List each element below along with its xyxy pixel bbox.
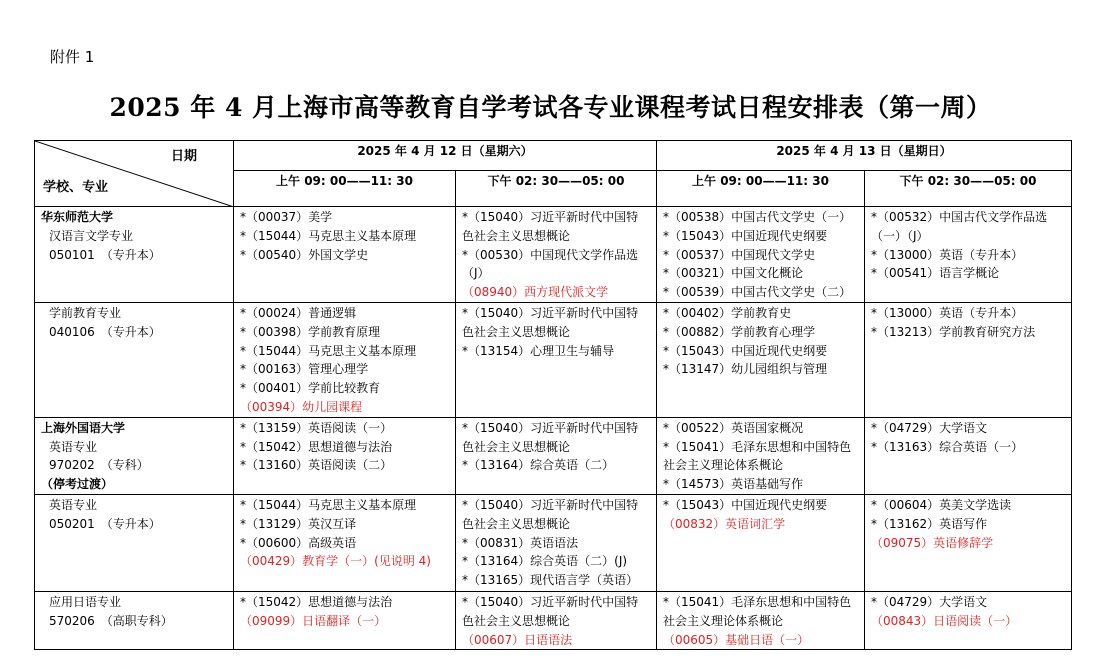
school-major-cell (35, 591, 234, 649)
day1-afternoon-header: 下午 02: 30——05: 00 (456, 171, 657, 207)
major-name: 英语专业 (49, 497, 98, 512)
schedule-row (35, 302, 1072, 417)
course-item: *（15040）习近平新时代中国特色社会主义思想概论 (462, 497, 639, 531)
course-item: *（15042）思想道德与法治 (240, 594, 393, 609)
course-item: *（00037）美学 (240, 210, 333, 224)
schedule-body (35, 207, 1072, 650)
corner-date-label: 日期 (170, 149, 197, 164)
corner-header-cell (35, 141, 234, 207)
exam-slot-cell (657, 417, 865, 494)
course-item: *（00540）外国文学史 (240, 247, 369, 262)
exam-slot-cell (865, 417, 1072, 494)
school-major-cell (35, 494, 234, 591)
course-item: *（00402）学前教育史 (663, 305, 792, 320)
exam-slot-cell (456, 207, 657, 303)
major-name: 应用日语专业 (49, 594, 122, 609)
exam-slot-cell (456, 302, 657, 417)
course-item: *（13213）学前教育研究方法 (871, 324, 1036, 339)
major-code: 050101 （专升本） (49, 247, 161, 262)
exam-slot-cell (234, 207, 456, 303)
course-item: *（00398）学前教育原理 (240, 324, 381, 339)
course-item: *（15040）习近平新时代中国特色社会主义思想概论 (462, 305, 639, 339)
course-item: *（15041）毛泽东思想和中国特色社会主义理论体系概论 (663, 594, 852, 628)
exam-slot-cell (657, 494, 865, 591)
course-item: *（00321）中国文化概论 (663, 266, 804, 281)
course-item: *（00538）中国古代文学史（一） (663, 210, 852, 224)
exam-slot-cell (657, 207, 865, 303)
exam-slot-cell (456, 494, 657, 591)
course-item: *（15044）马克思主义基本原理 (240, 228, 417, 243)
major-name: 英语专业 (49, 439, 98, 454)
exam-slot-cell (456, 417, 657, 494)
course-item: *（14573）英语基础写作 (663, 477, 804, 492)
exam-slot-cell (657, 591, 865, 649)
major-name: 学前教育专业 (49, 305, 122, 320)
course-item: *（00024）普通逻辑 (240, 305, 357, 320)
attachment-label: 附件 1 (50, 48, 95, 66)
course-item: *（00600）高级英语 (240, 535, 357, 550)
course-item: *（00401）学前比较教育 (240, 381, 381, 396)
major-code: 970202 （专科） (49, 458, 149, 473)
school-name: 华东师范大学 (41, 210, 114, 224)
course-item: *（13165）现代语言学（英语） (462, 573, 639, 588)
day1-header: 2025 年 4 月 12 日（星期六） (234, 141, 657, 171)
course-item: *（00539）中国古代文学史（二） (663, 285, 852, 300)
exam-slot-cell (234, 302, 456, 417)
course-item: *（13159）英语阅读（一） (240, 420, 393, 435)
corner-school-label: 学校、专业 (43, 180, 109, 195)
course-item: （00607）日语语法 (462, 632, 573, 647)
course-item: （00605）基础日语（一） (663, 632, 810, 647)
school-major-cell (35, 207, 234, 303)
course-item: （09099）日语翻译（一） (240, 613, 387, 628)
course-item: *（15040）习近平新时代中国特色社会主义思想概论 (462, 420, 639, 454)
major-name: 汉语言文学专业 (49, 228, 134, 243)
major-code: 570206 （高职专科） (49, 613, 173, 628)
course-item: *（00530）中国现代文学作品选（J） (462, 247, 639, 281)
page-title: 2025 年 4 月上海市高等教育自学考试各专业课程考试日程安排表（第一周） (109, 93, 992, 122)
day1-morning-header: 上午 09: 00——11: 30 (234, 171, 456, 207)
course-item: *（15044）马克思主义基本原理 (240, 343, 417, 358)
schedule-row (35, 494, 1072, 591)
course-item: *（15043）中国近现代史纲要 (663, 228, 828, 243)
day2-header: 2025 年 4 月 13 日（星期日） (657, 141, 1072, 171)
course-item: *（13154）心理卫生与辅导 (462, 343, 615, 358)
date-header-row (35, 141, 1072, 171)
course-item: *（15040）习近平新时代中国特色社会主义思想概论 (462, 210, 639, 243)
course-item: *（13162）英语写作 (871, 516, 988, 531)
major-note: （停考过渡） (41, 477, 114, 492)
course-item: *（00537）中国现代文学史 (663, 247, 816, 262)
school-major-cell (35, 302, 234, 417)
course-item: *（15040）习近平新时代中国特色社会主义思想概论 (462, 594, 639, 628)
course-item: （00843）日语阅读（一） (871, 613, 1018, 628)
course-item: *（13164）综合英语（二）(J) (462, 554, 628, 569)
exam-slot-cell (865, 207, 1072, 303)
exam-slot-cell (234, 417, 456, 494)
schedule-row (35, 417, 1072, 494)
course-item: *（04729）大学语文 (871, 594, 988, 609)
course-item: *（15043）中国近现代史纲要 (663, 343, 828, 358)
course-item: *（13129）英汉互译 (240, 516, 357, 531)
major-code: 040106 （专升本） (49, 324, 161, 339)
schedule-row (35, 207, 1072, 303)
course-item: *（00522）英语国家概况 (663, 420, 804, 435)
schedule-table (34, 140, 1072, 650)
course-item: *（00831）英语语法 (462, 535, 579, 550)
exam-slot-cell (456, 591, 657, 649)
course-item: *（00532）中国古代文学作品选（一）（J） (871, 210, 1048, 243)
course-item: （09075）英语修辞学 (871, 535, 994, 550)
exam-slot-cell (865, 302, 1072, 417)
school-name: 上海外国语大学 (41, 420, 126, 435)
course-item: *（00163）管理心理学 (240, 362, 369, 377)
exam-slot-cell (657, 302, 865, 417)
schedule-row (35, 591, 1072, 649)
course-item: （00832）英语词汇学 (663, 516, 786, 531)
major-code: 050201 （专升本） (49, 516, 161, 531)
course-item: （00429）教育学（一）(见说明 4) (240, 554, 431, 569)
course-item: *（15043）中国近现代史纲要 (663, 497, 828, 512)
course-item: *（04729）大学语文 (871, 420, 988, 435)
course-item: *（13163）综合英语（一） (871, 439, 1024, 454)
course-item: *（00882）学前教育心理学 (663, 324, 816, 339)
exam-slot-cell (865, 494, 1072, 591)
course-item: *（13000）英语（专升本） (871, 247, 1024, 262)
exam-slot-cell (234, 591, 456, 649)
course-item: *（15042）思想道德与法治 (240, 439, 393, 454)
course-item: *（13164）综合英语（二） (462, 458, 615, 473)
day2-afternoon-header: 下午 02: 30——05: 00 (865, 171, 1072, 207)
school-major-cell (35, 417, 234, 494)
course-item: （00394）幼儿园课程 (240, 399, 363, 414)
course-item: *（00604）英美文学选读 (871, 497, 1012, 512)
day2-morning-header: 上午 09: 00——11: 30 (657, 171, 865, 207)
course-item: *（13160）英语阅读（二） (240, 458, 393, 473)
course-item: *（13000）英语（专升本） (871, 305, 1024, 320)
course-item: *（13147）幼儿园组织与管理 (663, 362, 828, 377)
course-item: *（00541）语言学概论 (871, 266, 1000, 281)
exam-slot-cell (234, 494, 456, 591)
exam-slot-cell (865, 591, 1072, 649)
course-item: （08940）西方现代派文学 (462, 285, 609, 300)
course-item: *（15041）毛泽东思想和中国特色社会主义理论体系概论 (663, 439, 852, 473)
course-item: *（15044）马克思主义基本原理 (240, 497, 417, 512)
